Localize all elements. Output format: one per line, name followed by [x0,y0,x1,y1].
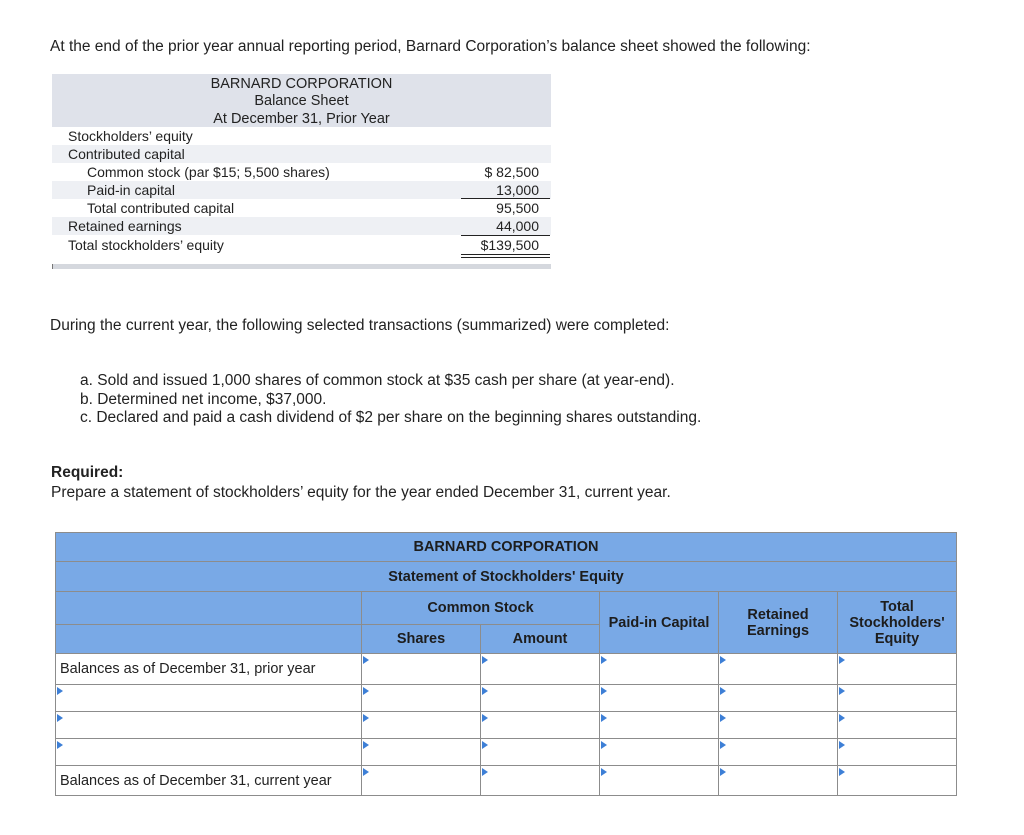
input-row1-retained[interactable] [719,685,838,712]
header-total-se: Total Stockholders' Equity [838,592,957,654]
required-label: Required: [51,464,124,481]
bs-paid-in-capital: Paid-in capital [87,182,175,198]
input-row1-label[interactable] [56,685,362,712]
double-underline [461,254,550,255]
input-prior-shares[interactable] [362,654,481,685]
bs-amount-total-se: $139,500 [480,237,539,253]
stmt-title [56,562,957,592]
header-shares: Shares [362,625,481,654]
input-current-retained[interactable] [719,766,838,796]
bs-common-stock: Common stock (par $15; 5,500 shares) [87,164,330,180]
bs-retained-earnings: Retained earnings [68,218,182,234]
input-row1-amount[interactable] [481,685,600,712]
bs-total-se: Total stockholders’ equity [68,237,224,253]
input-current-total[interactable] [838,766,957,796]
bs-title: Balance Sheet [254,93,349,109]
stmt-company [56,533,957,562]
input-row2-amount[interactable] [481,712,600,739]
bs-company: BARNARD CORPORATION [210,76,393,92]
input-row3-amount[interactable] [481,739,600,766]
input-prior-total[interactable] [838,654,957,685]
header-retained-earnings: Retained Earnings [719,592,838,654]
bs-stockholders-equity: Stockholders’ equity [68,128,193,144]
header-blank [56,592,362,625]
transaction-b: b. Determined net income, $37,000. [80,391,327,408]
transactions-intro: During the current year, the following selected transactions (summarized) were completed: [50,317,670,334]
input-row3-retained[interactable] [719,739,838,766]
header-blank [56,625,362,654]
input-row3-shares[interactable] [362,739,481,766]
balance-sheet-footer [52,264,551,269]
input-row1-shares[interactable] [362,685,481,712]
input-current-amount[interactable] [481,766,600,796]
bs-date: At December 31, Prior Year [213,111,390,127]
bs-amount-common-stock: $ 82,500 [484,164,539,180]
input-row3-label[interactable] [56,739,362,766]
underline [461,235,550,236]
input-row2-label[interactable] [56,712,362,739]
input-current-paid-in[interactable] [600,766,719,796]
input-prior-amount[interactable] [481,654,600,685]
input-prior-retained[interactable] [719,654,838,685]
header-paid-in-capital: Paid-in Capital [600,592,719,654]
transaction-c: c. Declared and paid a cash dividend of $2 per share on the beginning shares outstanding. [80,409,702,426]
stmt-company-text: BARNARD CORPORATION [413,539,599,555]
input-row2-total[interactable] [838,712,957,739]
transaction-a: a. Sold and issued 1,000 shares of common stock at $35 cash per share (at year-end). [80,372,675,389]
bs-amount-paid-in: 13,000 [496,182,539,198]
input-row2-paid-in[interactable] [600,712,719,739]
input-row3-total[interactable] [838,739,957,766]
footer-tick [52,264,53,269]
required-text: Prepare a statement of stockholders’ equity for the year ended December 31, current year. [51,484,671,501]
bs-contributed-capital: Contributed capital [68,146,185,162]
input-row1-paid-in[interactable] [600,685,719,712]
input-row3-paid-in[interactable] [600,739,719,766]
header-amount: Amount [481,625,600,654]
input-row1-total[interactable] [838,685,957,712]
bs-total-contributed: Total contributed capital [87,200,235,216]
input-row2-retained[interactable] [719,712,838,739]
underline [461,198,550,199]
row-label-prior: Balances as of December 31, prior year [56,654,362,685]
input-row2-shares[interactable] [362,712,481,739]
statement-table [55,532,957,796]
bs-amount-retained: 44,000 [496,218,539,234]
input-current-shares[interactable] [362,766,481,796]
row-label-current: Balances as of December 31, current year [56,766,362,796]
double-underline [461,257,550,258]
balance-sheet-header [52,74,551,127]
stmt-title-text: Statement of Stockholders' Equity [388,568,624,585]
bs-amount-total-contributed: 95,500 [496,200,539,216]
header-common-stock: Common Stock [362,592,600,625]
input-prior-paid-in[interactable] [600,654,719,685]
intro-text: At the end of the prior year annual reporting period, Barnard Corporation’s balance sheet showed the following: [50,38,811,55]
